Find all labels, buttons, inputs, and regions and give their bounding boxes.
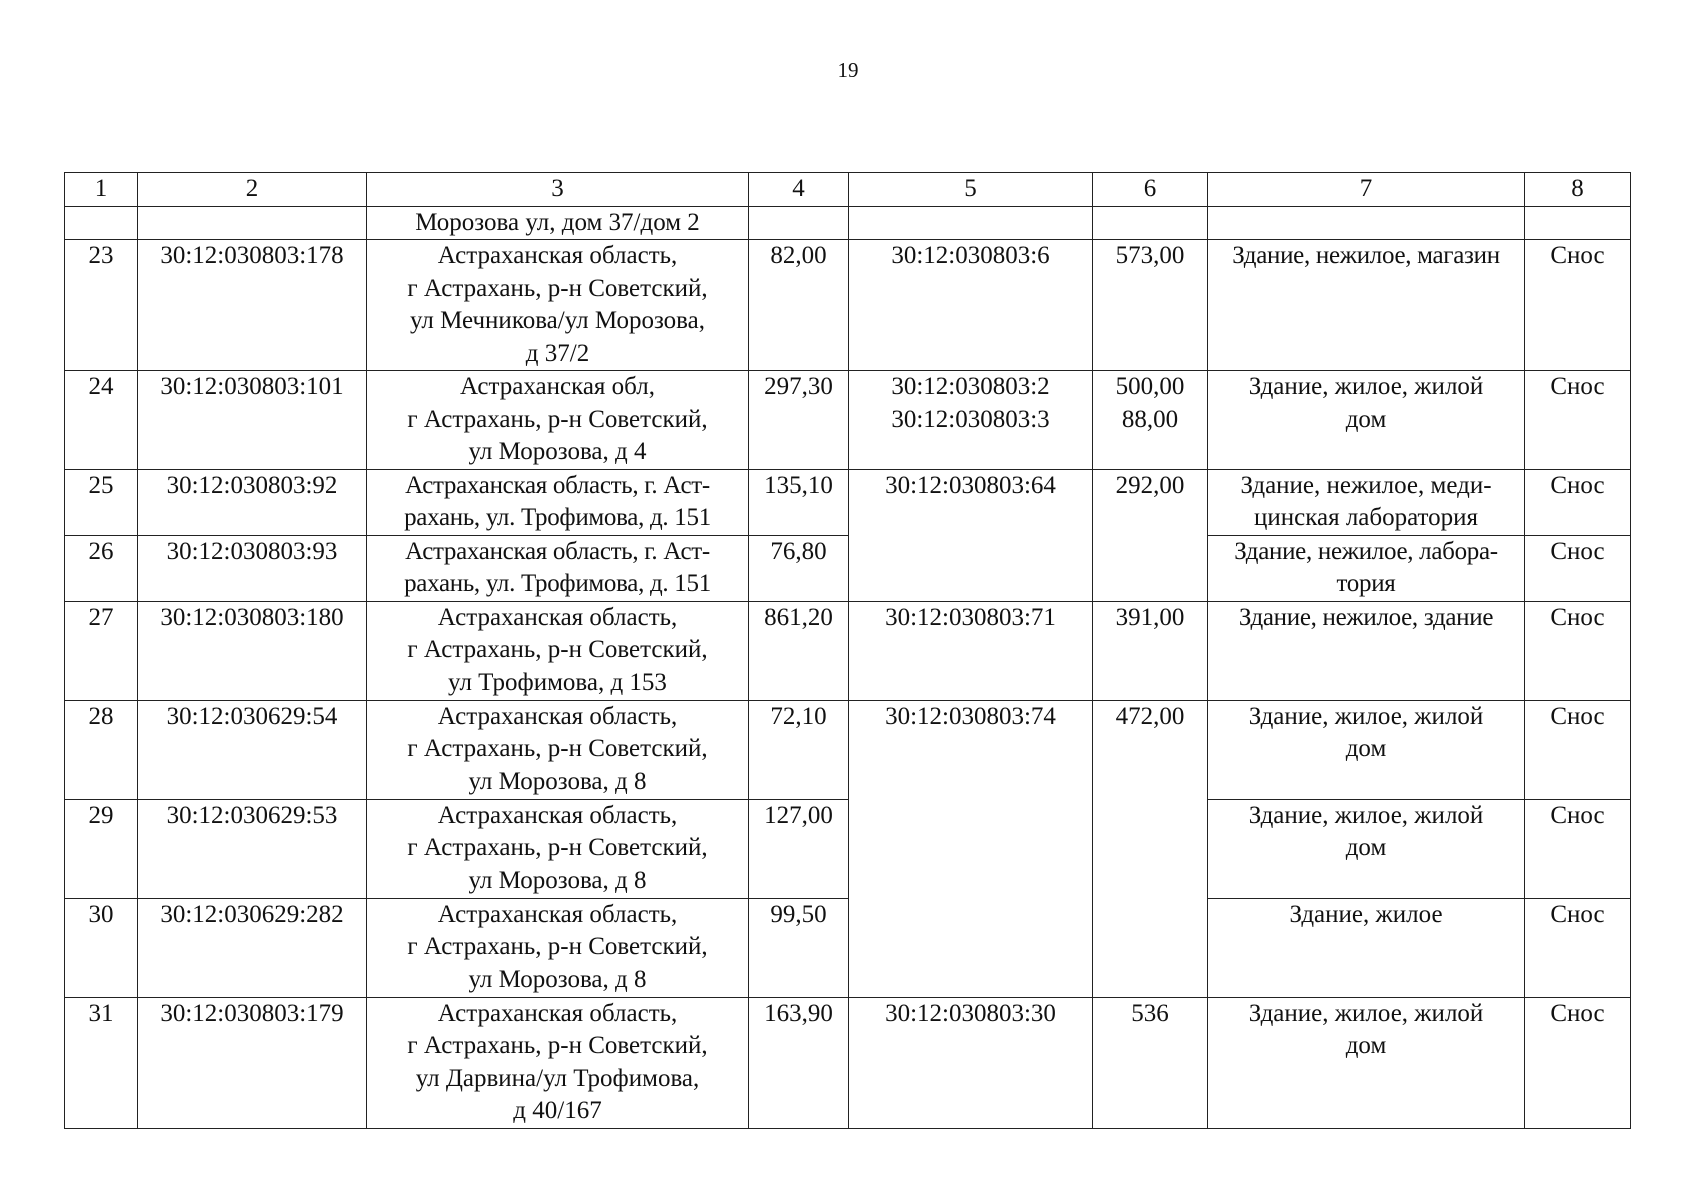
cell-land-plot (849, 469, 1093, 601)
address-line: Астраханская область, (437, 900, 678, 928)
cell-land-area (1093, 469, 1208, 601)
address-line: д 40/167 (513, 1097, 602, 1124)
cell-area (749, 206, 849, 240)
cell-cadastral: 30:12:030629:282 (138, 898, 367, 997)
address-line: ул Морозова, д 8 (468, 767, 647, 795)
cell-area: 76,80 (749, 535, 849, 601)
cell-description (1208, 206, 1525, 240)
description-line: Здание, жилое, жилой (1248, 801, 1484, 829)
cell-address (367, 700, 749, 799)
land-area-line: 573,00 (1115, 242, 1185, 269)
description-line: дом (1345, 405, 1387, 433)
cell-description (1208, 240, 1525, 371)
cell-land-plot (849, 700, 1093, 997)
column-header: 5 (849, 173, 1093, 207)
description-line: дом (1345, 735, 1387, 762)
cell-action: Снос (1525, 799, 1631, 898)
table-row (65, 535, 1631, 601)
cell-description (1208, 799, 1525, 898)
table-row (65, 997, 1631, 1128)
cell-address (367, 601, 749, 700)
cell-address (367, 371, 749, 470)
cell-area: 135,10 (749, 469, 849, 535)
cell-address (367, 469, 749, 535)
cell-action: Снос (1525, 898, 1631, 997)
cell-address (367, 898, 749, 997)
address-line: ул Морозова, д 4 (468, 438, 647, 465)
cell-area: 72,10 (749, 700, 849, 799)
cell-land-plot (849, 371, 1093, 470)
cell-area: 163,90 (749, 997, 849, 1128)
address-line: ул Мечникова/ул Морозова, (409, 307, 705, 334)
land-plot-line: 30:12:030803:30 (885, 999, 1056, 1027)
land-area-line: 292,00 (1115, 471, 1185, 499)
cell-land-area (1093, 700, 1208, 997)
cell-description (1208, 700, 1525, 799)
address-line: рахань, ул. Трофимова, д. 151 (404, 504, 711, 531)
cell-land-area (1093, 601, 1208, 700)
cell-land-plot (849, 997, 1093, 1128)
address-line: Астраханская обл, (459, 373, 656, 400)
cell-address (367, 535, 749, 601)
address-line: Астраханская область, г. Аст- (405, 471, 710, 499)
cell-num: 29 (65, 799, 138, 898)
cell-num: 27 (65, 601, 138, 700)
cell-num: 30 (65, 898, 138, 997)
cell-cadastral: 30:12:030803:93 (138, 535, 367, 601)
land-area-line: 500,00 (1115, 373, 1185, 400)
address-line: Астраханская область, г. Аст- (405, 537, 710, 565)
cell-action: Снос (1525, 535, 1631, 601)
description-line: Здание, нежилое, меди- (1240, 471, 1492, 499)
table-row (65, 898, 1631, 997)
address-line: Астраханская область, (437, 242, 678, 269)
address-line: ул Морозова, д 8 (468, 965, 647, 993)
table-row (65, 240, 1631, 371)
description-line: дом (1345, 834, 1387, 861)
cell-address (367, 997, 749, 1128)
cell-area: 99,50 (749, 898, 849, 997)
cell-cadastral: 30:12:030803:178 (138, 240, 367, 371)
cell-address (367, 240, 749, 371)
description-line: Здание, нежилое, магазин (1232, 242, 1500, 269)
cell-description (1208, 469, 1525, 535)
table-row (65, 799, 1631, 898)
cell-cadastral: 30:12:030629:53 (138, 799, 367, 898)
cell-area: 861,20 (749, 601, 849, 700)
property-table (64, 172, 1631, 1129)
address-line: г Астрахань, р-н Советский, (407, 1032, 708, 1059)
address-line: г Астрахань, р-н Советский, (407, 735, 708, 762)
description-line: Здание, жилое, жилой (1248, 702, 1484, 730)
land-area-line: 391,00 (1115, 603, 1185, 631)
description-line: тория (1336, 570, 1396, 597)
column-header: 1 (65, 173, 138, 207)
cell-land-plot (849, 206, 1093, 240)
address-line: Астраханская область, (437, 702, 678, 730)
address-line: Астраханская область, (437, 801, 678, 829)
address-line: д 37/2 (525, 339, 590, 367)
address-line: г Астрахань, р-н Советский, (407, 274, 708, 302)
cell-num: 31 (65, 997, 138, 1128)
cell-num: 28 (65, 700, 138, 799)
land-plot-line: 30:12:030803:74 (885, 702, 1056, 730)
column-header: 3 (367, 173, 749, 207)
cell-land-area (1093, 240, 1208, 371)
cell-cadastral (138, 206, 367, 240)
cell-area: 127,00 (749, 799, 849, 898)
address-line: ул Морозова, д 8 (468, 866, 647, 894)
address-line: ул Дарвина/ул Трофимова, (415, 1064, 700, 1092)
land-area-line: 472,00 (1115, 702, 1185, 730)
description-line: дом (1345, 1032, 1387, 1059)
column-header: 7 (1208, 173, 1525, 207)
cell-area: 297,30 (749, 371, 849, 470)
land-area-line: 88,00 (1121, 405, 1179, 433)
description-line: Здание, жилое (1289, 900, 1443, 928)
table-row (65, 469, 1631, 535)
cell-land-area (1093, 206, 1208, 240)
cell-description (1208, 371, 1525, 470)
land-plot-line: 30:12:030803:2 (891, 373, 1050, 400)
continuation-row (65, 206, 1631, 240)
cell-description (1208, 898, 1525, 997)
column-number-row (65, 173, 1631, 207)
cell-action: Снос (1525, 997, 1631, 1128)
page-number: 19 (837, 58, 859, 82)
cell-cadastral: 30:12:030803:101 (138, 371, 367, 470)
address-line: Астраханская область, (437, 603, 678, 631)
cell-description (1208, 535, 1525, 601)
address-line: ул Трофимова, д 153 (448, 668, 667, 696)
land-plot-line: 30:12:030803:6 (891, 242, 1050, 269)
cell-land-area (1093, 371, 1208, 470)
address-line: г Астрахань, р-н Советский, (407, 933, 708, 960)
description-line: Здание, нежилое, здание (1238, 603, 1494, 631)
cell-action: Снос (1525, 371, 1631, 470)
column-header: 4 (749, 173, 849, 207)
cell-area: 82,00 (749, 240, 849, 371)
address-line: г Астрахань, р-н Советский, (407, 834, 708, 861)
cell-num: 24 (65, 371, 138, 470)
table-row (65, 371, 1631, 470)
land-plot-line: 30:12:030803:64 (885, 471, 1056, 499)
column-header: 8 (1525, 173, 1631, 207)
cell-address: Морозова ул, дом 37/дом 2 (367, 206, 749, 240)
cell-num: 23 (65, 240, 138, 371)
cell-description (1208, 601, 1525, 700)
description-line: Здание, нежилое, лабора- (1234, 537, 1498, 565)
cell-action: Снос (1525, 469, 1631, 535)
table-row (65, 700, 1631, 799)
address-line: Астраханская область, (437, 999, 678, 1027)
cell-cadastral: 30:12:030803:180 (138, 601, 367, 700)
cell-land-area (1093, 997, 1208, 1128)
cell-cadastral: 30:12:030629:54 (138, 700, 367, 799)
cell-num: 25 (65, 469, 138, 535)
description-line: цинская лаборатория (1253, 504, 1479, 531)
column-header: 6 (1093, 173, 1208, 207)
cell-land-plot (849, 601, 1093, 700)
cell-description (1208, 997, 1525, 1128)
cell-address (367, 799, 749, 898)
description-line: Здание, жилое, жилой (1248, 999, 1484, 1027)
cell-action: Снос (1525, 700, 1631, 799)
cell-cadastral: 30:12:030803:92 (138, 469, 367, 535)
address-line: г Астрахань, р-н Советский, (407, 636, 708, 663)
address-line: рахань, ул. Трофимова, д. 151 (404, 570, 711, 597)
cell-num: 26 (65, 535, 138, 601)
table-row (65, 601, 1631, 700)
land-plot-line: 30:12:030803:71 (885, 603, 1056, 631)
column-header: 2 (138, 173, 367, 207)
land-area-line: 536 (1131, 999, 1169, 1027)
description-line: Здание, жилое, жилой (1248, 373, 1484, 400)
cell-land-plot (849, 240, 1093, 371)
cell-action (1525, 206, 1631, 240)
cell-action: Снос (1525, 240, 1631, 371)
address-line: г Астрахань, р-н Советский, (407, 405, 708, 433)
cell-cadastral: 30:12:030803:179 (138, 997, 367, 1128)
land-plot-line: 30:12:030803:3 (891, 405, 1050, 433)
cell-num (65, 206, 138, 240)
cell-action: Снос (1525, 601, 1631, 700)
